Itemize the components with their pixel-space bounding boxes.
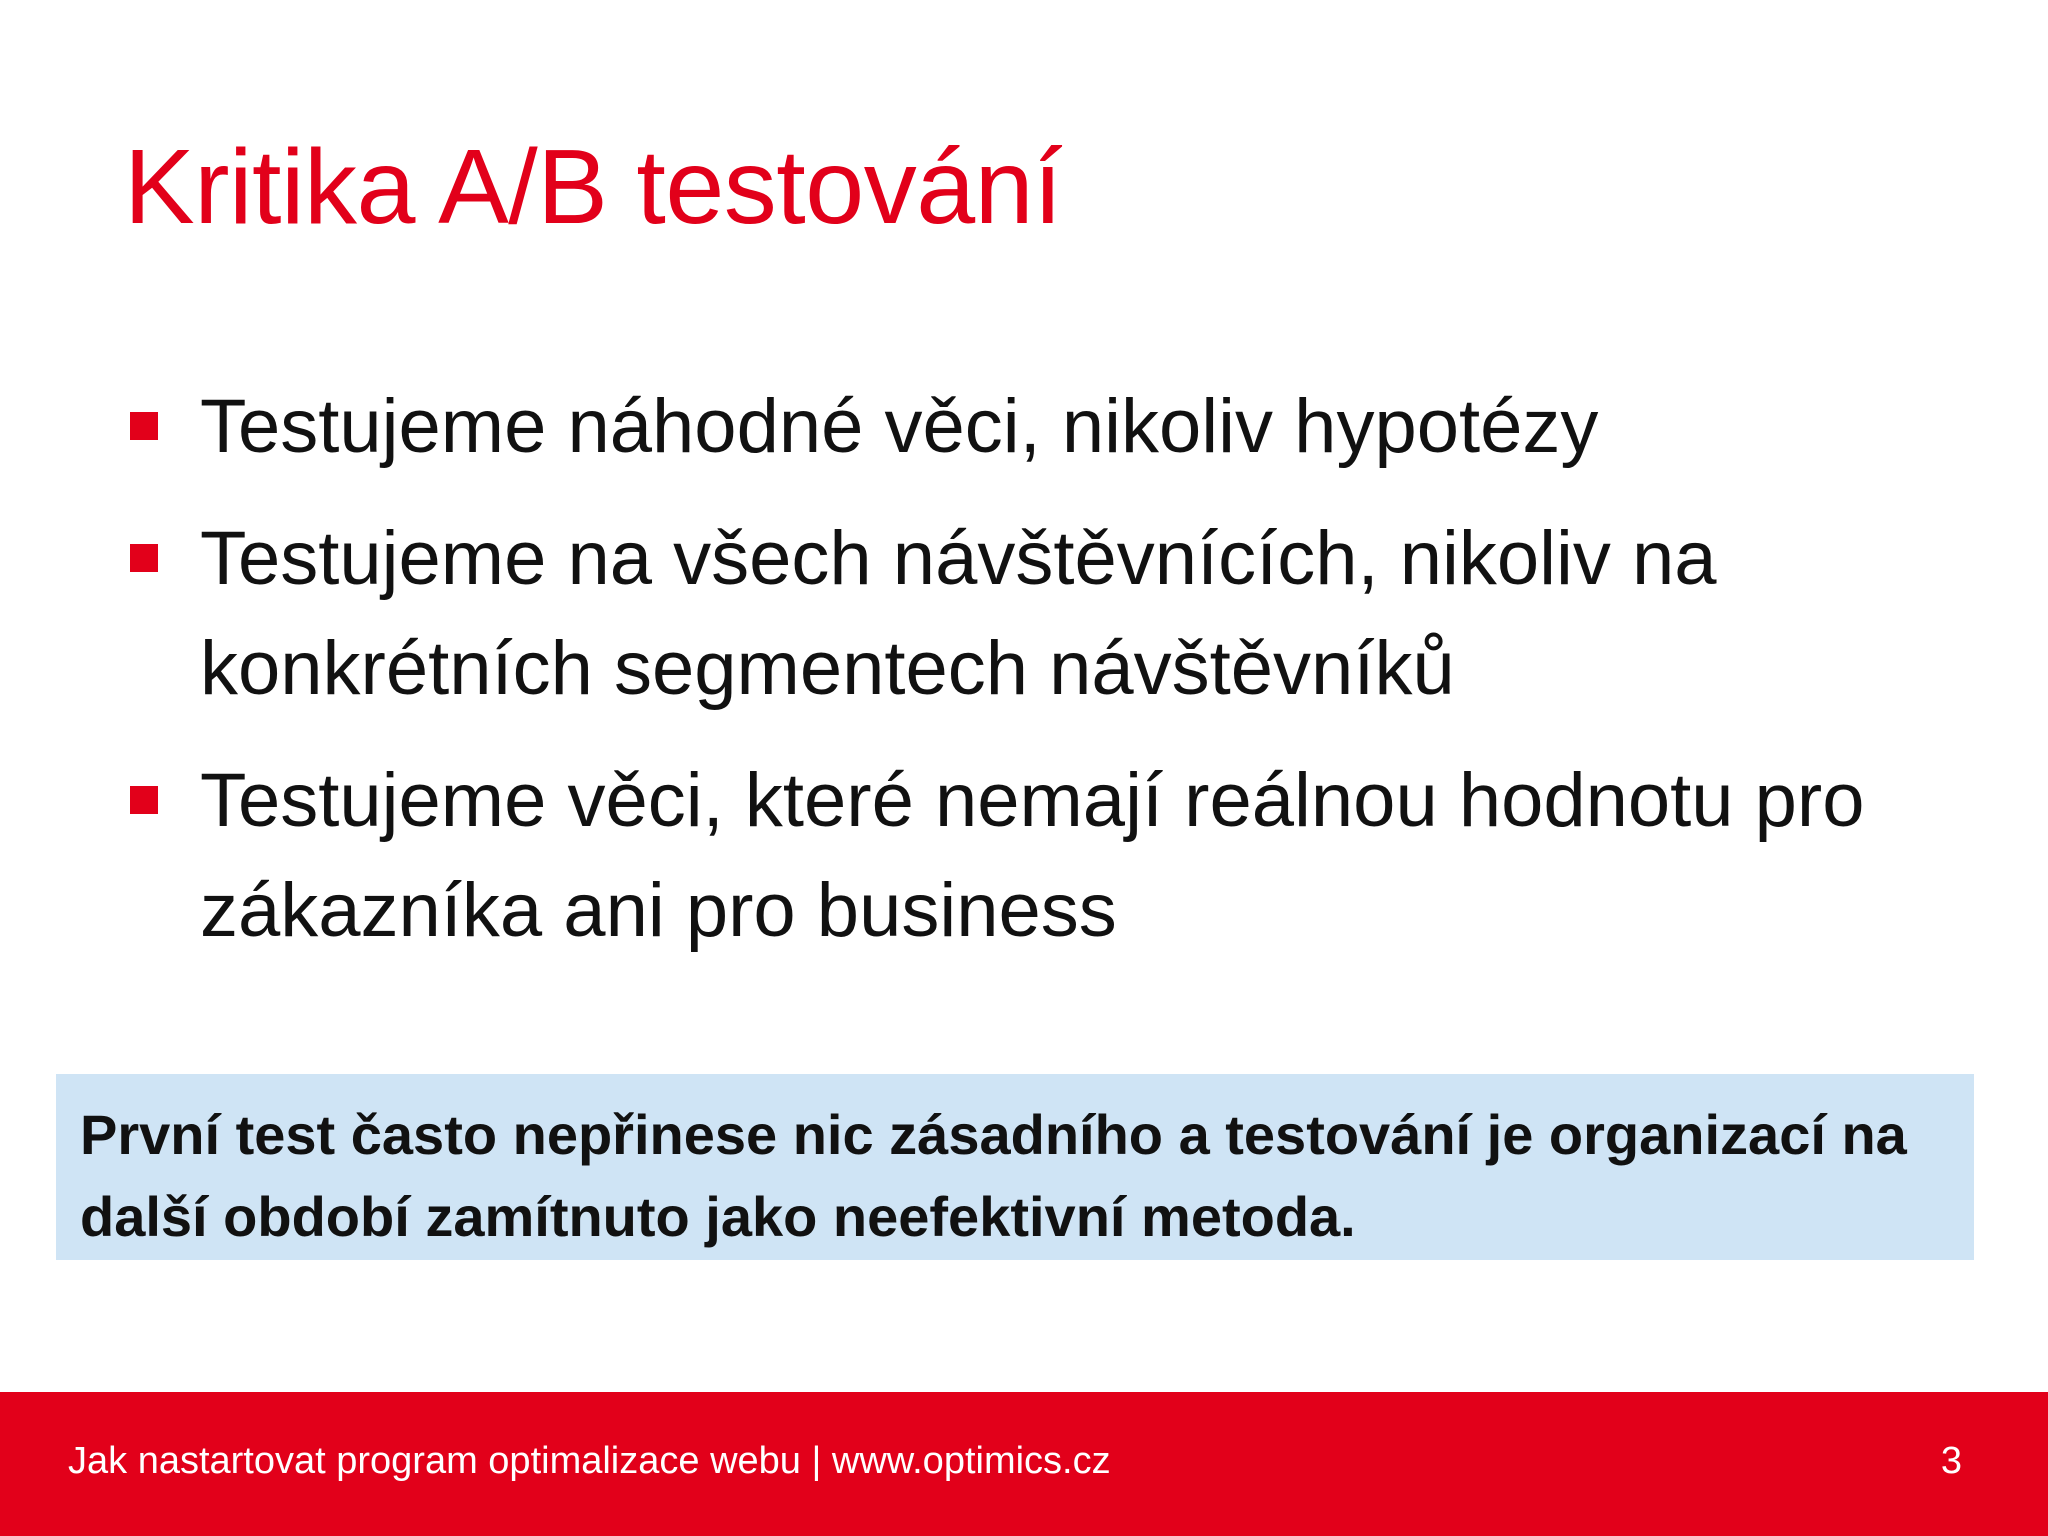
- bullet-item: [130, 372, 1990, 482]
- bullet-item: [130, 504, 1990, 724]
- square-bullet-icon: [130, 412, 158, 440]
- highlight-text: První test často nepřinese nic zásadního a testování je organizací na další období zamítnuto jako neefektivní metoda.: [80, 1103, 1907, 1248]
- square-bullet-icon: [130, 544, 158, 572]
- bullet-list: [130, 372, 1990, 988]
- bullet-text: Testujeme věci, které nemají reálnou hodnotu pro zákazníka ani pro business: [200, 758, 1865, 953]
- bullet-text: Testujeme náhodné věci, nikoliv hypotézy: [200, 384, 1599, 469]
- footer-text: Jak nastartovat program optimalizace webu | www.optimics.cz: [68, 1440, 1111, 1482]
- footer: [0, 1392, 2048, 1536]
- page-number: 3: [1940, 1440, 1962, 1482]
- slide-title: Kritika A/B testování: [124, 128, 1063, 246]
- highlight-box: [56, 1074, 1974, 1260]
- bullet-item: [130, 746, 1990, 966]
- bullet-text: Testujeme na všech návštěvnících, nikoliv na konkrétních segmentech návštěvníků: [200, 516, 1717, 711]
- square-bullet-icon: [130, 786, 158, 814]
